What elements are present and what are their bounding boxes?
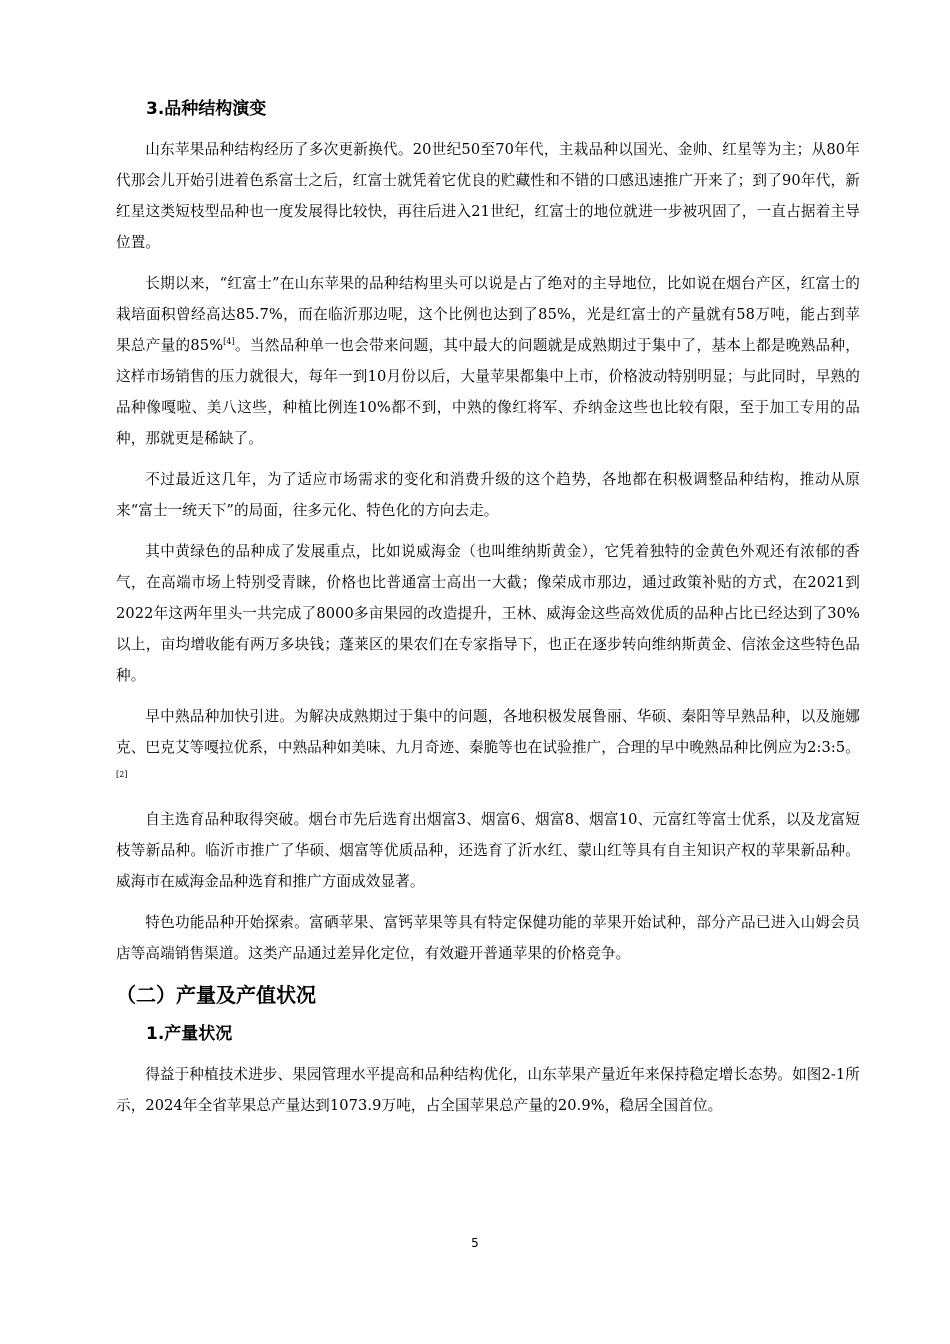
paragraph-early-mid-varieties — [116, 701, 860, 794]
citation-ref-4: [4] — [223, 337, 235, 346]
paragraph-functional-varieties: 特色功能品种开始探索。富硒苹果、富钙苹果等具有特定保健功能的苹果开始试种，部分产品已进入山姆会员店等高端销售渠道。这类产品通过差异化定位，有效避开普通苹果的价格竞争。 — [116, 914, 860, 962]
paragraph-yellow-green-varieties: 其中黄绿色的品种成了发展重点，比如说威海金（也叫维纳斯黄金），它凭着独特的金黄色外观还有浓郁的香气，在高端市场上特别受青睐，价格也比普通富士高出一大截；像荣成市那边，通过政策补贴的方式，在2021到2022年这两年里头一共完成了8000多亩果园的改造提升，王林、威海金这些高效优质的品种占比已经达到了30%以上，亩均增收能有两万多块钱；蓬莱区的果农们在专家指导下，也正在逐步转向维纳斯黄金、信浓金这些特色品种。 — [116, 543, 860, 684]
paragraph-red-fuji-dominance — [116, 268, 860, 454]
page-number: 5 — [471, 1236, 479, 1250]
page-content — [116, 96, 860, 1131]
heading-output-status: 1.产量状况 — [146, 1024, 233, 1044]
heading-output-value: （二）产量及产值状况 — [116, 983, 316, 1007]
paragraph-self-bred-varieties: 自主选育品种取得突破。烟台市先后选育出烟富3、烟富6、烟富8、烟富10、元富红等富士优系，以及龙富短枝等新品种。临沂市推广了华硕、烟富等优质品种，还选育了沂水红、蒙山红等具有自主知识产权的苹果新品种。威海市在威海金品种选育和推广方面成效显著。 — [116, 811, 860, 890]
paragraph-output-growth: 得益于种植技术进步、果园管理水平提高和品种结构优化，山东苹果产量近年来保持稳定增长态势。如图2-1所示，2024年全省苹果总产量达到1073.9万吨，占全国苹果总产量的20.9%，稳居全国首位。 — [116, 1066, 860, 1114]
citation-ref-2: [2] — [116, 770, 128, 779]
paragraph-variety-history: 山东苹果品种结构经历了多次更新换代。20世纪50至70年代，主栽品种以国光、金帅、红星等为主；从80年代那会儿开始引进着色系富士之后，红富士就凭着它优良的贮藏性和不错的口感迅速推广开来了；到了90年代，新红星这类短枝型品种也一度发展得比较快，再往后进入21世纪，红富士的地位就进一步被巩固了，一直占据着主导位置。 — [116, 141, 860, 251]
paragraph-red-fuji-text-b: 。当然品种单一也会带来问题，其中最大的问题就是成熟期过于集中了，基本上都是晚熟品种，这样市场销售的压力就很大，每年一到10月份以后，大量苹果都集中上市，价格波动特别明显；与此同时，早熟的品种像嘎啦、美八这些，种植比例连10%都不到，中熟的像红将军、乔纳金这些也比较有限，至于加工专用的品种，那就更是稀缺了。 — [116, 337, 860, 447]
paragraph-red-fuji-text-a: 长期以来，“红富士”在山东苹果的品种结构里头可以说是占了绝对的主导地位，比如说在烟台产区，红富士的栽培面积曾经高达85.7%，而在临沂那边呢，这个比例也达到了85%，光是红富士的产量就有58万吨，能占到苹果总产量的85% — [116, 275, 860, 354]
heading-variety-structure: 3.品种结构演变 — [146, 99, 267, 119]
paragraph-early-mid-text: 早中熟品种加快引进。为解决成熟期过于集中的问题，各地积极发展鲁丽、华硕、秦阳等早熟品种，以及施娜克、巴克艾等嘎拉优系，中熟品种如美味、九月奇迹、秦脆等也在试验推广，合理的早中晚熟品种比例应为2:3:5。 — [116, 708, 860, 756]
paragraph-structure-adjustment: 不过最近这几年，为了适应市场需求的变化和消费升级的这个趋势，各地都在积极调整品种结构，推动从原来“富士一统天下”的局面，往多元化、特色化的方向去走。 — [116, 471, 860, 519]
